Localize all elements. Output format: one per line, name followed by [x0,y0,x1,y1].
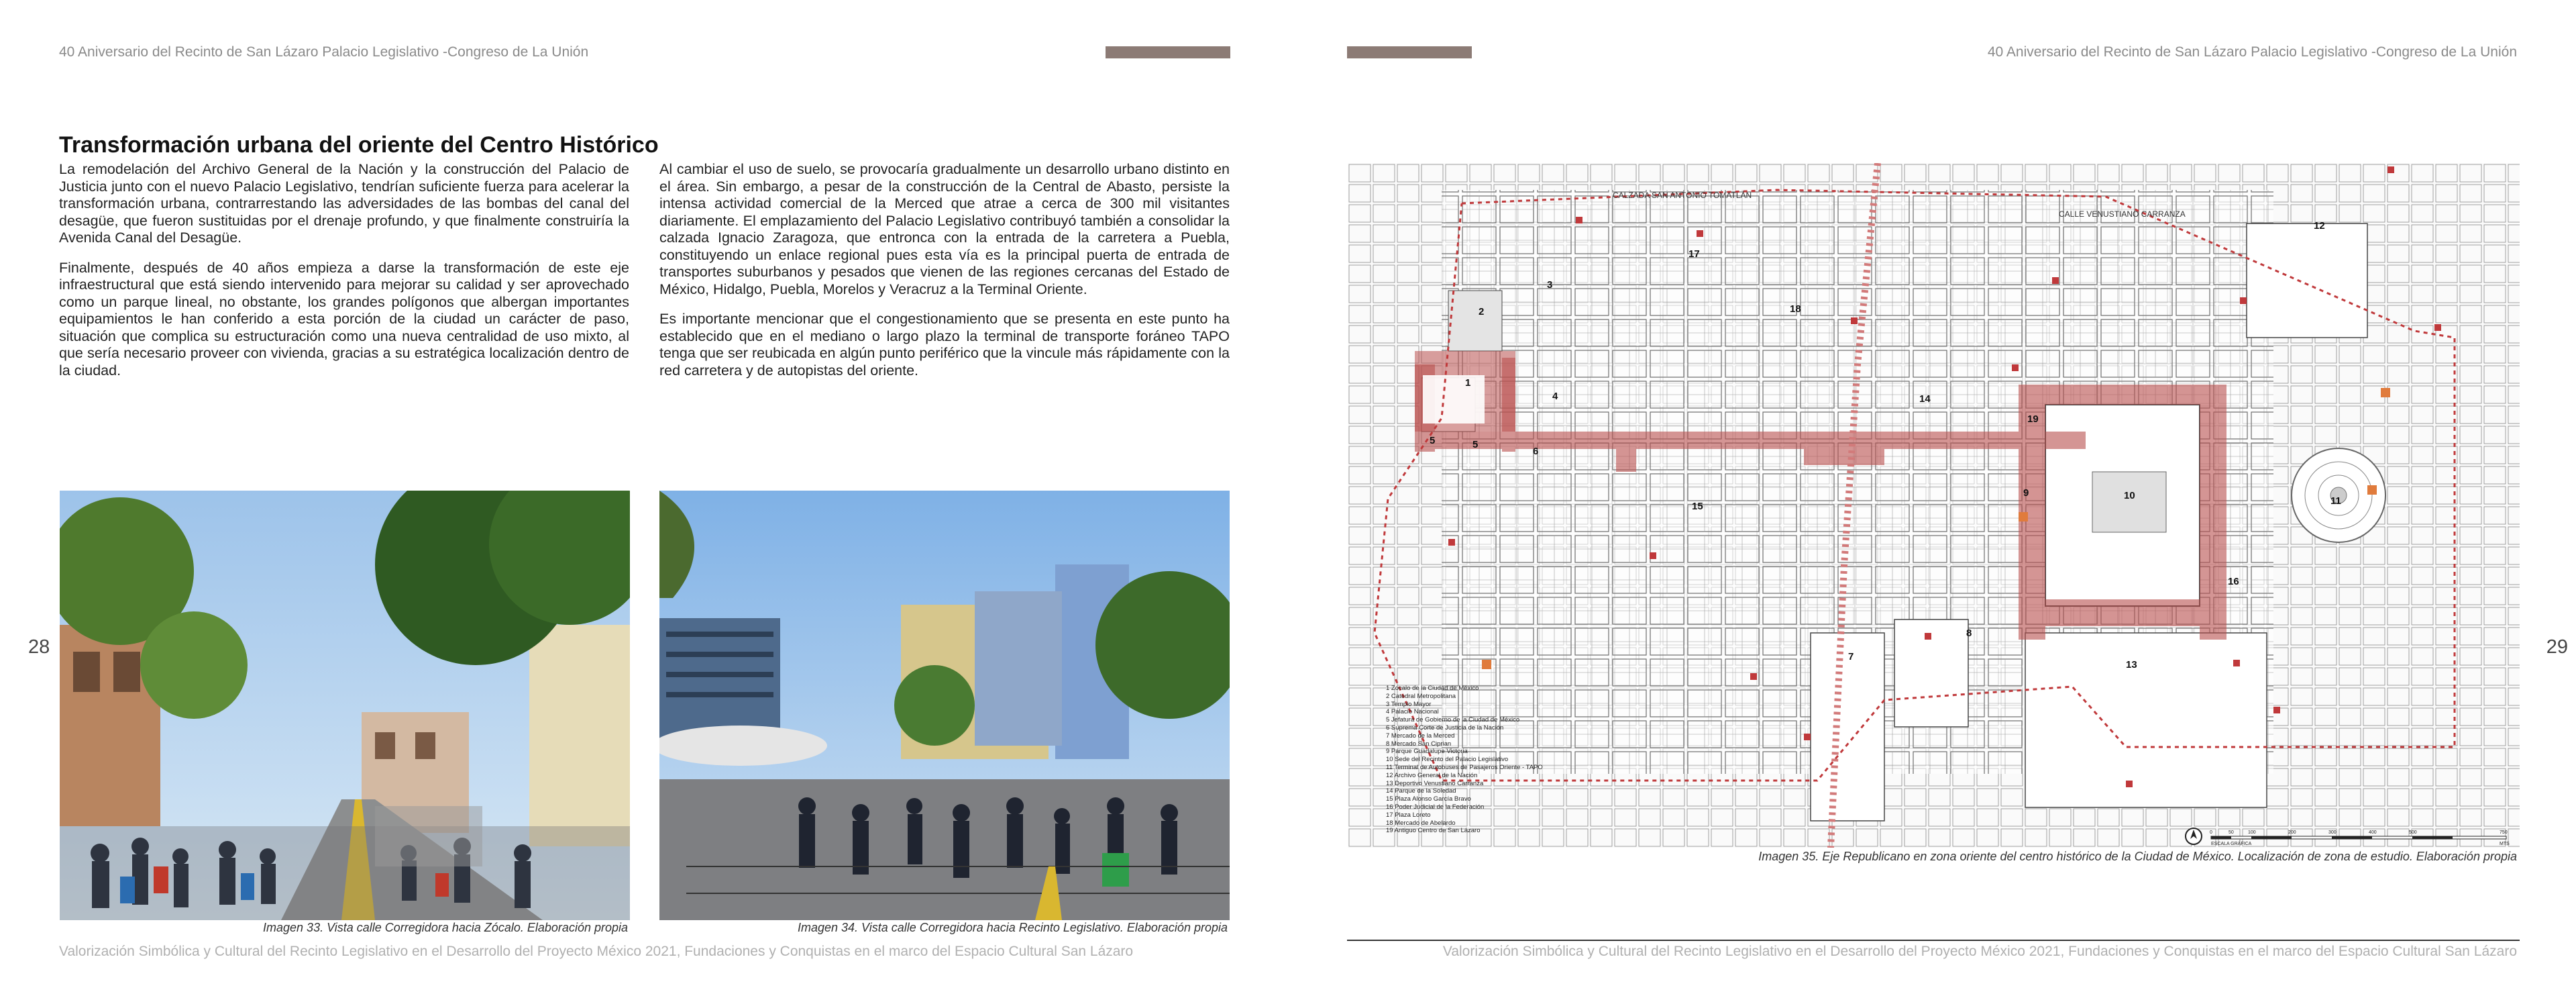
legend-item: 14 Parque de la Soledad [1386,787,1456,795]
text-column-1 [59,161,629,392]
legend-item: 13 Deportivo Venustiano Carranza [1386,779,1484,787]
map-legend [1386,685,1543,835]
legend-item: 8 Mercado San Ciprian [1386,740,1452,748]
street-photo-illustration [60,491,630,920]
footer-line [1347,940,2520,941]
map-label-14: 14 [1919,393,1931,405]
legend-item: 9 Parque Guadalupe Victoria [1386,748,1468,756]
map-label-6: 6 [1533,446,1539,457]
header-bar [1106,46,1230,58]
map-label-8: 8 [1966,628,1972,639]
map-label-11: 11 [2330,495,2341,507]
text-column-2 [659,161,1230,392]
photo-corregidora-zocalo [60,491,630,920]
scale-unit: MTS [2500,842,2510,846]
street-photo-illustration [659,491,1230,920]
map-label-13: 13 [2126,659,2137,670]
footer-text: Valorización Simbólica y Cultural del Recinto Legislativo en el Desarrollo del Proyecto México 2021, Fundaciones y Conquistas en el marco del Espacio Cultural San Lázaro [1442,944,2517,959]
map-label-12: 12 [2314,220,2325,232]
legend-item: 10 Sede del Recinto del Palacio Legislativo [1386,756,1509,764]
running-head: 40 Aniversario del Recinto de San Lázaro Palacio Legislativo -Congreso de La Unión [1987,44,2517,60]
map-label-9: 9 [2023,487,2029,499]
map-label-2: 2 [1479,306,1485,317]
caption-image-35: Imagen 35. Eje Republicano en zona oriente del centro histórico de la Ciudad de México. Localización de zona de estudio. Elaboración propia [1758,850,2517,863]
legend-item: 15 Plaza Alonso García Bravo [1386,795,1471,803]
map-label-1: 1 [1465,377,1471,389]
page-number: 28 [28,636,50,658]
legend-item: 18 Mercado de Abelardo [1386,819,1456,827]
legend-item: 2 Catedral Metropolitana [1386,692,1456,700]
caption-image-33: Imagen 33. Vista calle Corregidora hacia Zócalo. Elaboración propia [263,921,628,934]
legend-item: 12 Archivo General de la Nación [1386,771,1478,779]
scale-bar-drawing [2184,826,2520,846]
legend-item: 11 Terminal de Autobuses de Pasajeros Oriente - TAPO [1386,763,1543,771]
photo-corregidora-recinto [659,491,1230,920]
street-label: CALLE VENUSTIANO CARRANZA [2059,209,2186,219]
map-label-5: 5 [1430,435,1436,446]
scale-tick: 500 [2409,830,2417,835]
legend-item: 17 Plaza Loreto [1386,811,1431,819]
map-label-17: 17 [1688,248,1700,260]
paragraph: Es importante mencionar que el congestionamiento que se presenta en este punto ha establecido que en el mediano o largo plazo la terminal de transporte foráneo TAPO tenga que ser reubicada en algún punto periférico que la vincule más rápidamente con la red carretera y de autopistas del oriente. [659,311,1230,379]
scale-tick: 400 [2369,830,2377,835]
legend-item: 4 Palacio Nacional [1386,708,1439,716]
map-label-3: 3 [1547,279,1553,291]
map-label-10: 10 [2124,490,2135,501]
legend-item: 16 Poder Judicial de la Federación [1386,803,1485,811]
header-bar [1347,46,1472,58]
legend-item: 7 Mercado de la Merced [1386,732,1455,740]
map-label-7: 7 [1848,651,1854,662]
running-head: 40 Aniversario del Recinto de San Lázaro Palacio Legislativo -Congreso de La Unión [59,44,589,60]
scale-tick: 750 [2500,830,2508,835]
map-label-18: 18 [1790,303,1801,315]
footer-text: Valorización Simbólica y Cultural del Recinto Legislativo en el Desarrollo del Proyecto México 2021, Fundaciones y Conquistas en el marco del Espacio Cultural San Lázaro [59,944,1134,959]
page-number: 29 [2546,636,2568,658]
section-title: Transformación urbana del oriente del Centro Histórico [59,132,659,158]
map-label-19: 19 [2027,413,2039,425]
map-label-4: 4 [1552,391,1558,402]
legend-item: 3 Templo Mayor [1386,700,1432,708]
map-label-15: 15 [1692,501,1703,512]
scale-tick: 200 [2288,830,2296,835]
paragraph: La remodelación del Archivo General de la Nación y la construcción del Palacio de Justicia junto con el nuevo Palacio Legislativo, tendrían suficiente fuerza para acelerar la transformación urbana, contrarrestando las adversidades de las bombas del canal del desagüe, que fueron sustituidas por el drenaje profundo, y que finalmente construiría la Avenida Canal del Desagüe. [59,161,629,246]
legend-item: 19 Antiguo Centro de San Lázaro [1386,827,1481,835]
map-label-16: 16 [2228,576,2239,587]
scale-title: ESCALA GRÁFICA [2211,842,2252,846]
graphic-scale [2184,826,2520,846]
caption-image-34: Imagen 34. Vista calle Corregidora hacia Recinto Legislativo. Elaboración propia [797,921,1228,934]
scale-tick: 50 [2229,830,2234,835]
paragraph: Al cambiar el uso de suelo, se provocaría gradualmente un desarrollo urbano distinto en el área. Sin embargo, a pesar de la construcción de la Central de Abasto, persiste la intensa actividad comercial de la Merced que atrae a cerca de 300 mil visitantes diariamente. El emplazamiento del Palacio Legislativo contribuyó también a consolidar la calzada Ignacio Zaragoza, que entronca con la entrada de la carretera a Puebla, constituyendo un enlace regional pues esta vía es la principal puerta de entrada de transportes suburbanos y pesados que vienen de las regiones cercanas del Estado de México, Hidalgo, Puebla, Morelos y Veracruz a la Terminal Oriente. [659,161,1230,297]
legend-item: 1 Zócalo de la Ciudad de México [1386,685,1479,692]
scale-tick: 0 [2210,830,2212,835]
scale-tick: 300 [2328,830,2337,835]
scale-tick: 100 [2248,830,2256,835]
map-label-5b: 5 [1472,439,1479,450]
street-label: CALZADA SAN ANTONIO TOMATLÁN [1613,191,1752,200]
paragraph: Finalmente, después de 40 años empieza a darse la transformación de este eje infraestructural que está siendo intervenido para mejorar su calidad y ser aprovechado como un parque lineal, no obstante, los grandes polígonos que albergan importantes equipamientos le han conferido a esta porción de la ciudad un carácter de paso, situación que complica su estructuración como una nueva centralidad de uso mixto, al que sería necesario proveer con vivienda, gracias a su estratégica localización dentro de la ciudad. [59,259,629,379]
legend-item: 5 Jefatura de Gobierno de la Ciudad de México [1386,716,1520,724]
legend-item: 6 Suprema Corte de Justicia de la Nación [1386,724,1504,732]
